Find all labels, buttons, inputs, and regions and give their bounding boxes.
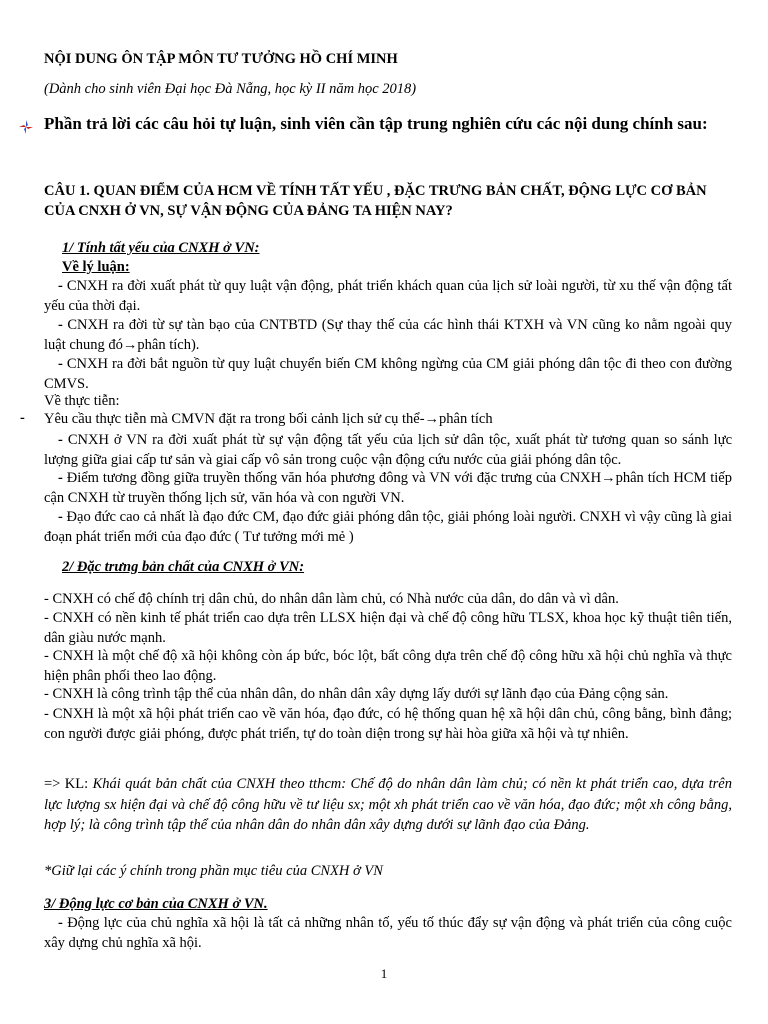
practice-item: - Đạo đức cao cả nhất là đạo đức CM, đạo đức giải phóng dân tộc, giải phóng loài người. CNXH vì vậy cũng là giai đoạn phát triển mới của đạo đức ( Tư tưởng mới mẻ ) xyxy=(44,509,732,545)
theory-item: - CNXH ra đời xuất phát từ quy luật vận động, phát triển khách quan của lịch sử loài người, từ xu thế vận động tất yếu của thời đại. xyxy=(44,278,732,314)
conclusion xyxy=(44,774,732,836)
feature-item: - CNXH có chế độ chính trị dân chủ, do nhân dân làm chủ, có Nhà nước của dân, do dân và vì dân. xyxy=(44,591,619,607)
question-1-title: CÂU 1. QUAN ĐIỂM CỦA HCM VỀ TÍNH TẤT YẾU , ĐẶC TRƯNG BẢN CHẤT, ĐỘNG LỰC CƠ BẢN CỦA CNXH Ở VN, SỰ VẬN ĐỘNG CỦA ĐẢNG TA HIỆN NAY? xyxy=(44,183,707,219)
item-dash: - xyxy=(58,470,63,486)
item-dash: - xyxy=(58,278,63,294)
intro-heading: Phần trả lời các câu hỏi tự luận, sinh viên cần tập trung nghiên cứu các nội dung chính sau: xyxy=(44,114,708,133)
section-3-heading: 3/ Động lực cơ bản của CNXH ở VN. xyxy=(44,896,268,912)
practice-heading: Về thực tiễn: xyxy=(44,393,120,409)
item-dash: - xyxy=(58,915,63,931)
note: *Giữ lại các ý chính trong phần mục tiêu của CNXH ở VN xyxy=(44,863,383,879)
theory-item: - CNXH ra đời bắt nguồn từ quy luật chuyển biến CM không ngừng của CM giải phóng dân tộc đi theo con đường CMVS. xyxy=(44,356,733,392)
motivation-item: - Động lực của chủ nghĩa xã hội là tất cả những nhân tố, yếu tố thúc đẩy sự vận động và phát triển của công cuộc xây dựng chủ nghĩa xã hội. xyxy=(44,915,732,951)
document-subtitle: (Dành cho sinh viên Đại học Đà Nẵng, học kỳ II năm học 2018) xyxy=(44,81,417,97)
practice-lead-dash: - xyxy=(20,410,25,426)
practice-lead: Yêu cầu thực tiễn mà CMVN đặt ra trong bối cảnh lịch sử cụ thể-→phân tích xyxy=(44,411,493,427)
conclusion-prefix: => KL: xyxy=(44,776,93,792)
document-title: NỘI DUNG ÔN TẬP MÔN TƯ TƯỞNG HỒ CHÍ MINH xyxy=(44,51,398,67)
item-dash: - xyxy=(58,509,63,525)
theory-item: - CNXH ra đời từ sự tàn bạo của CNTBTD (Sự thay thế của các hình thái KTXH và VN cũng ko nằm ngoài quy luật chung đó→phân tích). xyxy=(44,317,732,353)
theory-heading: Về lý luận: xyxy=(62,259,130,275)
page-number: 1 xyxy=(380,966,388,981)
feature-item: - CNXH có nền kinh tế phát triển cao dựa trên LLSX hiện đại và chế độ công hữu TLSX, khoa học kỹ thuật tiên tiến, dân giàu nước mạnh. xyxy=(44,610,732,646)
item-dash: - xyxy=(58,432,63,448)
practice-item: - Điểm tương đồng giữa truyền thống văn hóa phương đông và VN với đặc trưng của CNXH→phân tích HCM tiếp cận CNXH từ truyền thống lịch sử, văn hóa và con người VN. xyxy=(44,470,732,506)
feature-item: - CNXH là một chế độ xã hội không còn áp bức, bóc lột, bất công dựa trên chế độ công hữu xã hội chủ nghĩa và thực hiện phân phối theo lao động. xyxy=(44,648,732,684)
practice-item: - CNXH ở VN ra đời xuất phát từ sự vận động tất yếu của lịch sử dân tộc, xuất phát từ tương quan so sánh lực lượng giữa giai cấp tư sản và giai cấp vô sản trong cuộc vận động cứu nước của giải phóng dân tộc. xyxy=(44,432,733,468)
item-dash: - xyxy=(58,317,63,333)
feature-item: - CNXH là công trình tập thể của nhân dân, do nhân dân xây dựng lấy dưới sự lãnh đạo của Đảng cộng sản. xyxy=(44,686,669,702)
section-2-heading: 2/ Đặc trưng bản chất của CNXH ở VN: xyxy=(62,559,305,575)
item-dash: - xyxy=(58,356,63,372)
diamond-bullet-icon xyxy=(19,120,33,134)
section-1-heading: 1/ Tính tất yếu của CNXH ở VN: xyxy=(62,240,260,256)
conclusion-text: Khái quát bản chất của CNXH theo tthcm: Chế độ do nhân dân làm chủ; có nền kt phát triển cao, dựa trên lực lượng sx hiện đại và chế độ công hữu về tư liệu sx; một xh phát triển cao về văn hóa, đạo đức; một xh công bằng, hợp lý; là công trình tập thể của nhân dân do nhân dân xây dựng dưới sự lãnh đạo của Đảng. xyxy=(44,776,732,833)
feature-item: - CNXH là một xã hội phát triển cao về văn hóa, đạo đức, có hệ thống quan hệ xã hội dân chủ, công bằng, bình đẳng; con người được giải phóng, được phát triển, tự do toàn diện trong sự hài hòa giữa xã hội và tự nhiên. xyxy=(44,706,732,742)
